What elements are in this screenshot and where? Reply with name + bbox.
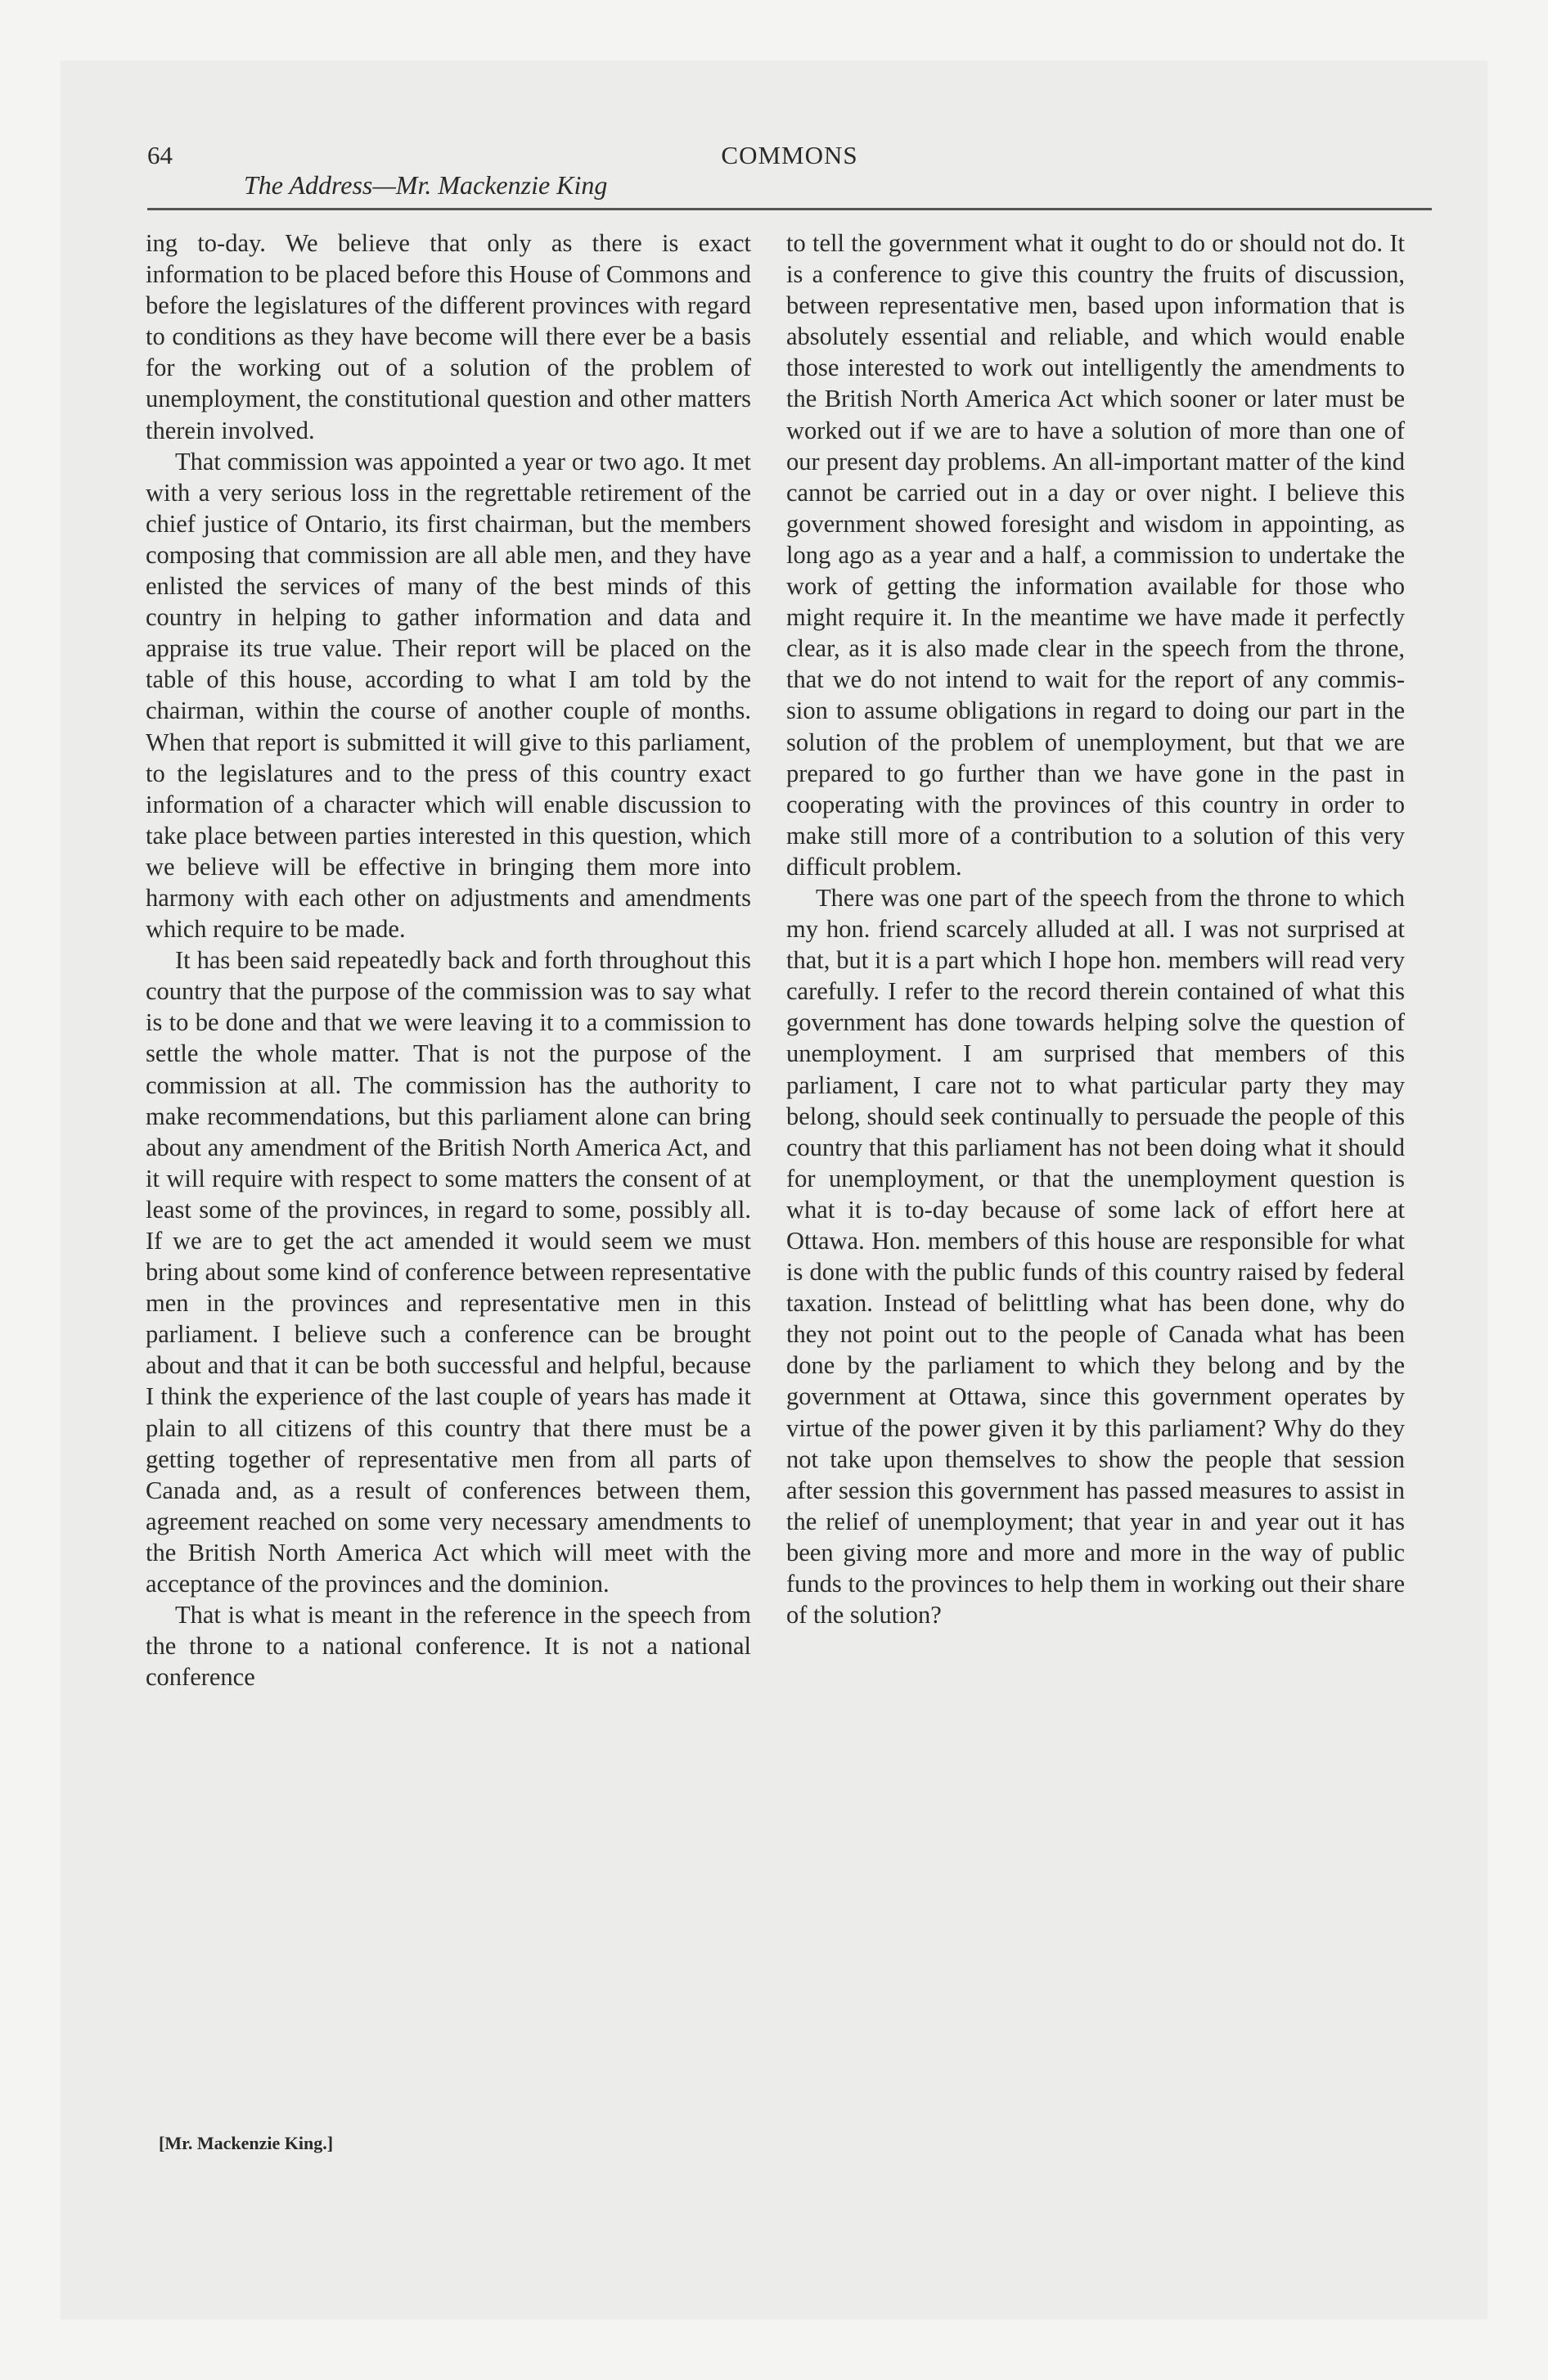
left-column [146, 228, 751, 1693]
page-header [147, 141, 1432, 214]
paragraph: to tell the government what it ought to do or should not do. It is a conference to give this country the fruits of discussion, between representative men, based upon information that is absolutely essential and reliable, and which would enable those interested to work out intelligently the amendments to the British North America Act which sooner or later must be worked out if we are to have a solution of more than one of our present day problems. An all-important matter of the kind cannot be carried out in a day or over night. I believe this government showed foresight and wisdom in appointing, as long ago as a year and a half, a commission to undertake the work of getting the information available for those who might require it. In the meantime we have made it perfectly clear, as it is also made clear in the speech from the throne, that we do not intend to wait for the report of any commission to assume obligations in regard to doing our part in the solution of the problem of unemployment, but that we are prepared to go further than we have gone in the past in cooperating with the provinces of this country in order to make still more of a contribution to a solution of this very difficult problem. [786, 229, 1405, 881]
running-subtitle: The Address—Mr. Mackenzie King [244, 170, 608, 200]
paragraph: It has been said repeatedly back and forth throughout this country that the purpose of the commission was to say what is to be done and that we were leaving it to a commission to settle the whole matter. That is not the purpose of the commission at all. The commission has the authority to make recommendations, but this parliament alone can bring about any amendment of the British North America Act, and it will require with respect to some matters the consent of at least some of the provinces, in regard to some, possibly all. If we are to get the act amended it would seem we must bring about some kind of conference between representative men in the provinces and representative men in this parliament. I believe such a conference can be brought about and that it can be both successful and helpful, because I think the experience of the last couple of years has made it plain to all citizens of this country that there must be a getting together of representative men from all parts of Canada and, as a result of conferences between them, agreement reached on some very necessary amendments to the British North America Act which will meet with the acceptance of the provinces and the dominion. [146, 946, 751, 1598]
paragraph: That commission was appointed a year or two ago. It met with a very serious loss in the regrettable retirement of the chief justice of Ontario, its first chairman, but the members composing that commission are all able men, and they have enlisted the services of many of the best minds of this country in helping to gather information and data and appraise its true value. Their report will be placed on the table of this house, according to what I am told by the chairman, within the course of another couple of months. When that report is submitted it will give to this parliament, to the legislatures and to the press of this country exact information of a character which will enable discussion to take place between parties interested in this question, which we believe will be effective in bringing them more into harmony with each other on adjustments and amendments which require to be made. [146, 447, 751, 944]
page-number: 64 [147, 141, 173, 169]
section-title: COMMONS [721, 141, 858, 169]
paragraph: There was one part of the speech from the throne to which my hon. friend scarcely alluded at all. I was not surprised at that, but it is a part which I hope hon. members will read very carefully. I refer to the record therein contained of what this government has done towards helping solve the question of unemployment. I am surprised that members of this parliament, I care not to what particular party they may belong, should seek continually to persuade the people of this country that this parliament has not been doing what it should for unemployment, or that the unemployment question is what it is to-day because of some lack of effort here at Ottawa. Hon. members of this house are responsible for what is done with the public funds of this country raised by federal taxation. Instead of belittling what has been done, why do they not point out to the people of Canada what has been done by the parliament to which they belong and by the government at Ottawa, since this government operates by virtue of the power given it by this parliament? Why do they not take upon themselves to show the people that session after session this government has passed measures to assist in the relief of unemployment; that year in and year out it has been giving more and more and more in the way of public funds to the provinces to help them in working out their share of the solution? [786, 883, 1405, 1629]
right-column [786, 228, 1405, 1630]
paragraph: ing to-day. We believe that only as there is exact information to be placed before this House of Commons and before the legislatures of the different provinces with regard to conditions as they have become will there ever be a basis for the working out of a solution of the problem of unemployment, the constitutional question and other matters therein involved. [146, 229, 751, 444]
header-rule [147, 208, 1432, 210]
speaker-footer: [Mr. Mackenzie King.] [159, 2133, 334, 2153]
paragraph: That is what is meant in the reference in the speech from the throne to a national conference. It is not a national conference [146, 1601, 751, 1692]
